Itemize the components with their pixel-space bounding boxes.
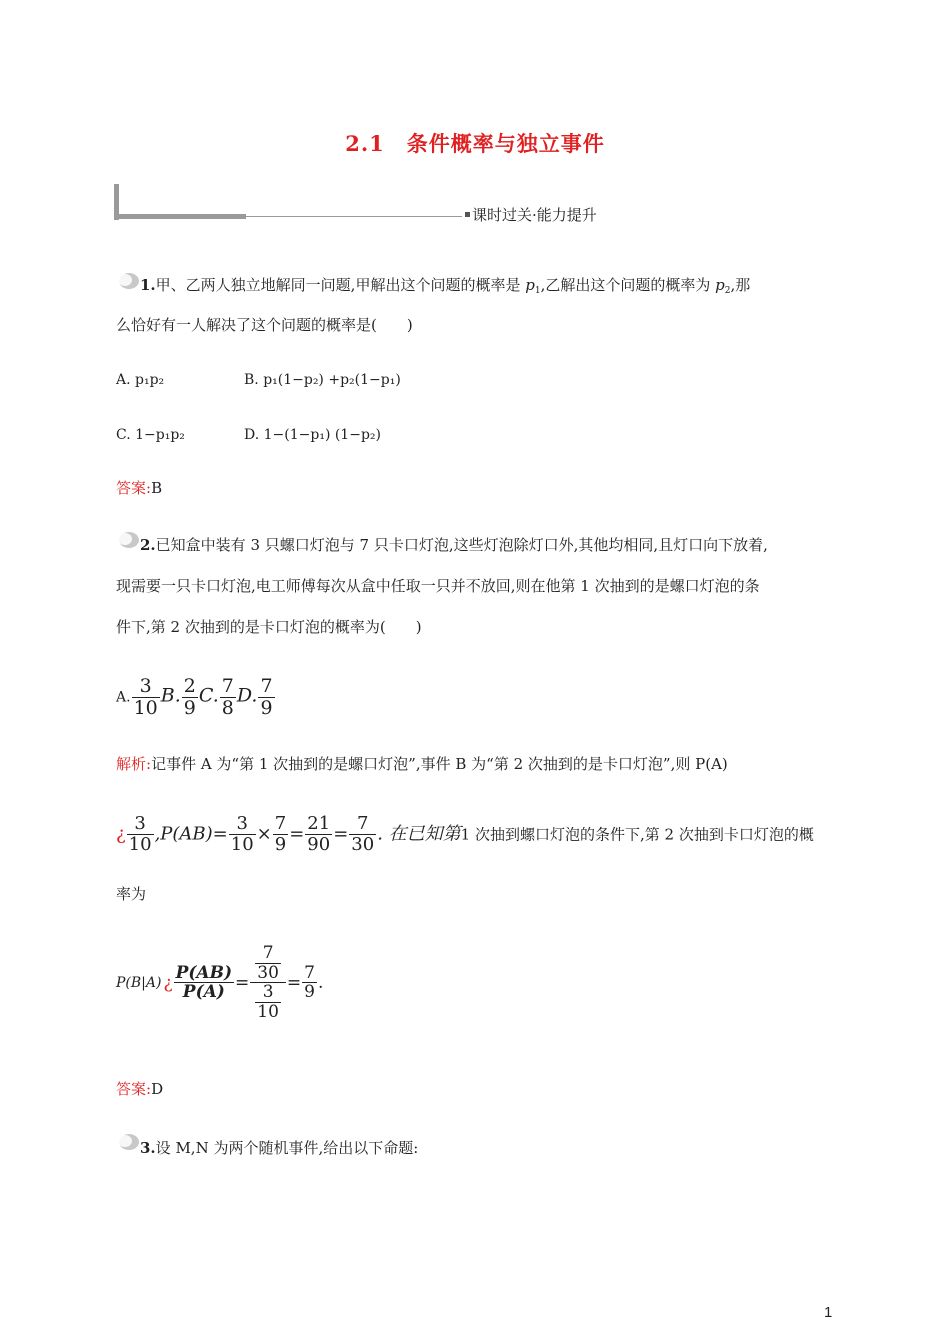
inverted-question-mark: ¿ (163, 972, 173, 993)
q2-line1 (140, 538, 768, 553)
compound-fraction: $\frac{\frac{7}{30}}{\frac{3}{10}}$ (250, 944, 286, 1022)
q1-option-c: C. 1−p₁p₂ (116, 427, 185, 443)
inverted-question-mark: ¿ (116, 823, 126, 845)
equals-sign: = (286, 972, 302, 993)
fraction: $\frac{3}{10}$ (128, 813, 152, 855)
q3-number: 3. (140, 1139, 156, 1157)
q1-line2: 么恰好有一人解决了这个问题的概率是( ) (116, 316, 413, 334)
q2-option-b-label: B. (160, 684, 181, 707)
q2-option-a-label: A. (116, 689, 131, 706)
q2-option-b-fraction: $\frac{2}{9}$ (183, 675, 196, 719)
q1-text-a: 甲、乙两人独立地解同一问题,甲解出这个问题的概率是 (155, 276, 526, 294)
fraction: $\frac{3}{10}$ (230, 813, 254, 855)
question-marker-icon (116, 531, 140, 549)
q2-conditional-formula (116, 944, 323, 1022)
q1-text-b: ,乙解出这个问题的概率为 (540, 276, 716, 294)
section-banner-label: 课时过关·能力提升 (472, 206, 597, 224)
q2-option-a-fraction: $\frac{3}{10}$ (133, 675, 158, 719)
q1-text-c: ,那 (730, 276, 751, 294)
question-marker-icon (116, 1133, 140, 1151)
question-marker-icon (116, 272, 140, 290)
period: . (318, 972, 324, 993)
italic-tail: . 在已知第 (377, 823, 461, 845)
q2-line3: 件下,第 2 次抽到的是卡口灯泡的概率为( ) (116, 618, 422, 636)
q1-line1 (140, 278, 750, 296)
answer-label: 答案: (116, 1080, 152, 1098)
q1-p1: p (525, 276, 535, 294)
page-title: 2.1 条件概率与独立事件 (345, 131, 605, 156)
result-fraction: $\frac{7}{9}$ (304, 962, 315, 1003)
analysis-label: 解析: (116, 755, 152, 773)
q1-p2-sub: 2 (724, 286, 731, 296)
q1-option-a: A. p₁p₂ (116, 372, 165, 388)
banner-line (246, 216, 462, 217)
q2-number: 2. (140, 536, 156, 554)
q2-analysis-line1 (116, 757, 728, 772)
q2-analysis-line3: 率为 (116, 885, 147, 903)
q1-number: 1. (140, 276, 156, 294)
q1-p2: p (715, 276, 725, 294)
analysis-text-rest: 1 次抽到螺口灯泡的条件下,第 2 次抽到卡口灯泡的概 (460, 825, 814, 844)
q2-analysis-line2 (116, 814, 814, 855)
fraction: $\frac{7}{30}$ (351, 813, 375, 855)
answer-value: B (151, 479, 163, 497)
banner-bar (114, 214, 246, 219)
equals-sign: = (289, 823, 305, 845)
analysis-text: 记事件 A 为“第 1 次抽到的是螺口灯泡”,事件 B 为“第 2 次抽到的是卡口灯泡”,则 P(A) (151, 755, 728, 773)
times-sign: × (256, 823, 272, 845)
q1-option-b: B. p₁(1−p₂) +p₂(1−p₁) (244, 372, 401, 388)
banner-bullet (465, 212, 470, 217)
q3-line1 (140, 1141, 418, 1156)
ratio-fraction: $\frac{P(AB)}{P(A)}$ (175, 962, 233, 1003)
answer-value: D (151, 1080, 164, 1098)
q2-option-d-label: D. (236, 684, 258, 707)
q2-answer (116, 1082, 163, 1097)
q2-line2: 现需要一只卡口灯泡,电工师傅每次从盒中任取一只并不放回,则在他第 1 次抽到的是螺口灯泡的条 (116, 577, 760, 595)
q1-option-d: D. 1−(1−p₁) (1−p₂) (244, 427, 381, 443)
q1-answer (116, 481, 162, 496)
q1-p1-sub: 1 (534, 286, 541, 296)
equals-sign: = (235, 972, 250, 993)
q2-option-c-fraction: $\frac{7}{8}$ (221, 675, 234, 719)
fraction: $\frac{21}{90}$ (307, 813, 331, 855)
q2-option-c-label: C. (198, 684, 219, 707)
pab-text: ,P(AB)= (154, 823, 228, 845)
q2-option-d-fraction: $\frac{7}{9}$ (260, 675, 273, 719)
fraction: $\frac{7}{9}$ (274, 813, 287, 855)
q2-options (116, 676, 276, 719)
answer-label: 答案: (116, 479, 152, 497)
equals-sign: = (333, 823, 349, 845)
pba-text: P(B|A) (116, 974, 162, 991)
q3-text: 设 M,N 为两个随机事件,给出以下命题: (155, 1139, 419, 1157)
page-number: 1 (824, 1304, 833, 1321)
q2-text: 已知盒中装有 3 只螺口灯泡与 7 只卡口灯泡,这些灯泡除灯口外,其他均相同,且灯口向下放着, (155, 536, 768, 554)
